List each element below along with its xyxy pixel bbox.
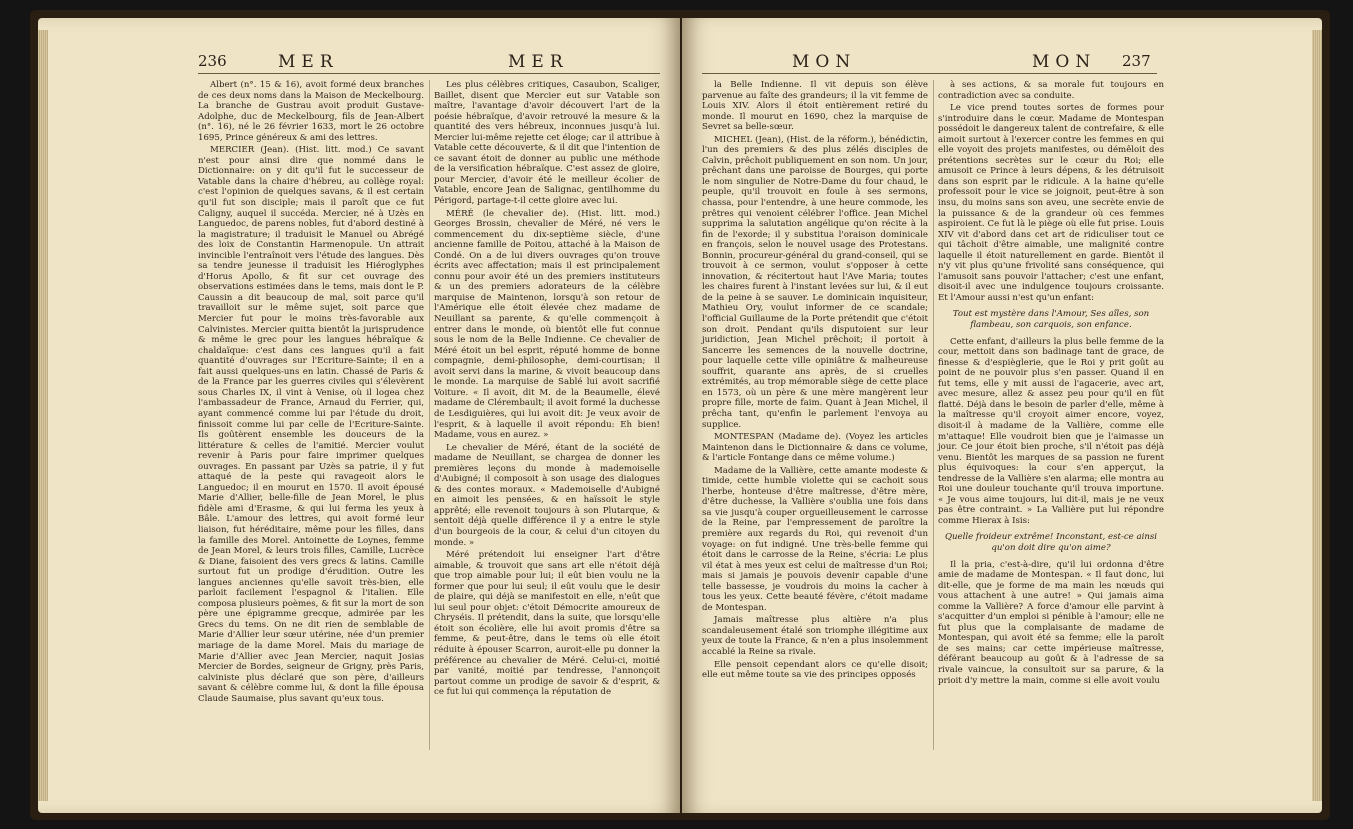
left-page-edge: [38, 30, 48, 801]
left-column-1: [198, 80, 424, 706]
page-number-right: 237: [1122, 52, 1151, 70]
paragraph: MONTESPAN (Madame de). (Voyez les articles Maintenon dans le Dictionnaire & dans ce volume, & l'article Fontange dans ce même volume.): [702, 432, 928, 464]
running-head-left-2: MER: [508, 52, 569, 72]
left-page: [38, 18, 680, 813]
paragraph: Tout est mystère dans l'Amour, Ses aîles, son flambeau, son carquois, son enfance.: [952, 309, 1150, 331]
left-column-2: [434, 80, 660, 700]
right-page: [682, 18, 1322, 813]
paragraph: Méré prétendoit lui enseigner l'art d'être aimable, & trouvoit que sans art elle n'étoit déjà que trop aimable pour lui; il eût bien voulu ne la former que pour lui seul; il eût voulu que le desir de plaire, qui déjà se manifestoit en elle, n'eût que lui seul pour objet: c'étoit Démocrite amoureux de Chryséis. Il prétendit, dans la suite, que lorsqu'elle étoit son écolière, elle lui avoit promis d'être sa femme, & peut-être, dans le tems où elle étoit réduite à épouser Scarron, auroit-elle pu donner la préférence au chevalier de Méré. Celui-ci, moitié par vanité, moitié par tendresse, l'annonçoit partout comme un prodige de savoir & d'esprit, & ce fut lui qui commença la réputation de: [434, 550, 660, 698]
column-divider-left: [429, 80, 430, 750]
running-head-right-2: MON: [1032, 52, 1097, 72]
paragraph: Madame de la Vallière, cette amante modeste & timide, cette humble violette qui se cachoit sous l'herbe, honteuse d'être maîtresse, d'être mère, d'être duchesse, la Vallière s'oublia une fois dans sa vie jusqu'à couper orgueilleusement le carrosse de la Reine, par l'empressement de paroître la première aux regards du Roi, qui revenoit d'un voyage: on fut indigné. Une très-belle femme qui étoit dans le carrosse de la Reine, s'écria: Le plus vil état à mes yeux est celui de maîtresse d'un Roi; mais si jamais je pouvois devenir capable d'une telle bassesse, je voudrois du moins la cacher à tous les yeux. Cette beauté févère, c'étoit madame de Montespan.: [702, 465, 928, 613]
right-column-1: [702, 80, 928, 683]
paragraph: Albert (n°. 15 & 16), avoit formé deux branches de ces deux noms dans la Maison de Meckelbourg. La branche de Gustrau avoit produit Gustave-Adolphe, duc de Meckelbourg, fils de Jean-Albert (n°. 16), né le 26 février 1633, mort le 26 octobre 1695, Prince généreux & ami des lettres.: [198, 80, 424, 143]
paragraph: Jamais maîtresse plus altière n'a plus scandaleusement étalé son triomphe illégitime aux yeux de toute la France, & n'en a plus insolemment accablé la Reine sa rivale.: [702, 615, 928, 657]
paragraph: Quelle froideur extrême! Inconstant, est-ce ainsi qu'on doit dire qu'on aime?: [944, 532, 1158, 553]
paragraph: la Belle Indienne. Il vit depuis son élève parvenue au faîte des grandeurs; il la vit femme de Louis XIV. Alors il étoit entièrement retiré du monde. Il mourut en 1690, chez la marquise de Sevret sa belle-sœur.: [702, 80, 928, 133]
paragraph: Le chevalier de Méré, étant de la société de madame de Neuillant, se chargea de donner les premières leçons du monde à mademoiselle d'Aubigné; il composoit à son usage des dialogues & des contes moraux. « Mademoiselle d'Aubigné en aimoit les pensées, & en haïssoit le style apprêté; elle revenoit toujours à son Plutarque, & sentoit déjà quelle différence il y a entre le style d'un bourgeois de la cour, & celui d'un citoyen du monde. »: [434, 442, 660, 548]
running-head-left-1: MER: [278, 52, 339, 72]
paragraph: Le vice prend toutes sortes de formes pour s'introduire dans le cœur. Madame de Montespan possédoit le dangereux talent de contrefaire, & elle aimoit surtout à l'exercer contre les femmes en qui elle voyoit des projets manifestes, ou démêloit des prétentions secrètes sur le cœur du Roi; elle amusoit ce Prince à leurs dépens, & les détruisoit dans son esprit par le ridicule. A la haine qu'elle professoit pour le vice se joignoit, peut-être à son insu, du moins sans son aveu, une secrète envie de la puissance & de la grandeur où ces femmes aspiroient. Ce fut là le piège où elle fut prise. Louis XIV vit d'abord dans cet art de ridiculiser tout ce qui tâchoit d'être aimable, une malignité contre laquelle il étoit naturellement en garde. Bientôt il n'y vit plus qu'une frivolité sans conséquence, qui l'amusoit sans pouvoir l'attacher; c'est une enfant, disoit-il avec une indulgence toujours croissante. Et l'Amour aussi n'est qu'un enfant:: [938, 103, 1164, 303]
right-column-2: [938, 80, 1164, 688]
paragraph: Elle pensoit cependant alors ce qu'elle disoit; elle eut même toute sa vie des principes opposés: [702, 659, 928, 681]
paragraph: MÉRÉ (le chevalier de). (Hist. litt. mod.) Georges Brossin, chevalier de Méré, né vers le commencement du dix-septième siècle, d'une ancienne famille de Poitou, attaché à la Maison de Condé. On a de lui divers ouvrages qu'on trouve écrits avec affectation; mais il est principalement connu pour avoir été un des premiers instituteurs & un des premiers adorateurs de la célèbre marquise de Maintenon, lorsqu'à son retour de l'Amérique elle étoit élevée chez madame de Neuillant sa parente, & qu'elle commençoit à entrer dans le monde, où bientôt elle fut connue sous le nom de la Belle Indienne. Ce chevalier de Méré étoit un bel esprit, réputé homme de bonne compagnie, demi-philosophe, demi-courtisan; il avoit servi dans la marine, & vivoit beaucoup dans le monde. La marquise de Sablé lui avoit sacrifié Voiture. « Il avoit, dit M. de la Beaumelle, élevé madame de Clérembault; il avoit formé la duchesse de Lesdiguières, qui lui avoit dit: Je veux avoir de l'esprit, & à laquelle il avoit répondu: Eh bien! Madame, vous en aurez. »: [434, 208, 660, 441]
paragraph: Cette enfant, d'ailleurs la plus belle femme de la cour, mettoit dans son badinage tant de grace, de finesse & d'espièglerie, que le Roi y prit goût au point de ne pouvoir plus s'en passer. Quand il en fut tems, elle y mit aussi de l'agacerie, avec art, avec mesure, allez & assez peu pour qu'il en fût flatté. Déjà dans le besoin de parler d'elle, même à la maîtresse qu'il croyoit aimer encore, voyez, disoit-il à madame de la Vallière, comme elle m'attaque! Elle voudroit bien que je l'aimasse un jour. Ce jour étoit bien proche, s'il n'étoit pas déjà venu. Bientôt les marques de sa passion ne furent plus équivoques: la cour s'en apperçut, la tendresse de la Vallière s'en alarma; elle montra au Roi une douleur touchante qu'il trouva importune. « Je vous aime toujours, lui dit-il, mais je ne veux pas être contraint. » La Vallière put lui répondre comme Hierax à Isis:: [938, 336, 1164, 526]
page-number-left: 236: [198, 52, 227, 70]
open-book: [30, 10, 1330, 820]
running-head-right-1: MON: [792, 52, 857, 72]
paragraph: MICHEL (Jean), (Hist. de la réform.), bénédictin, l'un des premiers & des plus zélés disciples de Calvin, prêchoit publiquement en son nom. Un jour, prêchant dans une paroisse de Bourges, qui porte le nom singulier de Notre-Dame du four chaud, le peuple, qu'il trouvoit en foule à ses sermons, chassa, pour l'entendre, à une heure commode, les prêtres qui venoient célébrer l'office. Jean Michel supprima la salutation angélique qu'on récite à la fin de l'exorde; il y substitua l'oraison dominicale en françois, selon le nouvel usage des Protestans. Bonnin, procureur-général du grand-conseil, qui se trouvoit à ce sermon, voulut s'opposer à cette innovation, & récitertout haut l'Ave Maria; toutes les chaires furent à l'instant levées sur lui, & il eut de la peine à se sauver. Le dominicain inquisiteur, Mathieu Ory, voulut informer de ce scandale; l'official Guillaume de la Porte prétendit que c'étoit son droit. Pendant qu'ils disputoient sur leur juridiction, Jean Michel prêchoit; il portoit à Sancerre les semences de la nouvelle doctrine, pour laquelle cette ville opiniâtre & malheureuse souffrit, quarante ans après, de si cruelles extrémités, au trop mémorable siège de cette place en 1573, où un père & une mère mangèrent leur propre fille, morte de faim. Quant à Jean Michel, il prêcha tant, qu'enfin le parlement l'envoya au supplice.: [702, 134, 928, 430]
paragraph: à ses actions, & sa morale fut toujours en contradiction avec sa conduite.: [938, 80, 1164, 101]
paragraph: MERCIER (Jean). (Hist. litt. mod.) Ce savant n'est pour ainsi dire que nommé dans le Dictionnaire: on y dit qu'il fut le successeur de Vatable dans la chaire d'hébreu, au collège royal: c'est l'opinion de quelques savans, & il est certain qu'il fut son disciple; mais il paroît que ce fut Caligny, auquel il succéda. Mercier, né à Uzès en Languedoc, de parens nobles, fut d'abord destiné à la magistrature; il traduisit le Manuel ou Abrégé des loix de Constantin Harmenopule. Un attrait invincible l'entraînoit vers l'étude des langues. Dès sa tendre jeunesse il traduisit les Hiéroglyphes d'Horus Apollo, & fit sur cet ouvrage des observations estimées dans le tems, mais dont le P. Caussin a dit beaucoup de mal, soit parce qu'il travailloit sur le même sujet, soit parce que Mercier fut pour le moins très-favorable aux Calvinistes. Mercier quitta bientôt la jurisprudence & même le grec pour les langues hébraïque & chaldaïque: c'est dans ces langues qu'il a fait quantité d'ouvrages sur l'Ecriture-Sainte; il en a fait aussi quelques-uns en latin. Chassé de Paris & de la France par les guerres civiles qui s'élevèrent sous Charles IX, il vint à Venise, où il logea chez l'ambassadeur de France, Arnaud du Ferrier, qui, ayant commencé comme lui par l'étude du droit, finissoit comme lui par celle de l'Ecriture-Sainte. Ils goûtèrent ensemble les douceurs de la littérature & celles de l'amitié. Mercier voulut revenir à Paris pour faire imprimer quelques ouvrages. En passant par Uzès sa patrie, il y fut attaqué de la peste qui ravageoit alors le Languedoc; il en mourut en 1570. Il avoit épousé Marie d'Allier, belle-fille de Jean Morel, le plus fidèle ami d'Erasme, & qui lui ferma les yeux à Bâle. L'amour des lettres, qui avoit formé leur liaison, fut héréditaire, même pour les filles, dans la famille des Morel. Antoinette de Loynes, femme de Jean Morel, & leurs trois filles, Camille, Lucrèce & Diane, faisoient des vers grecs & latins. Camille surtout fut un prodige d'érudition. Outre les langues anciennes qu'elle savoit très-bien, elle parloit facilement l'espagnol & l'italien. Elle composa plusieurs poèmes, & fit sur la mort de son père une épigramme grecque, admirée par les Grecs du tems. On ne dit rien de semblable de Marie d'Allier leur sœur utérine, née d'un premier mariage de la dame Morel. Mais du mariage de Marie d'Allier avec Jean Mercier, naquit Josias Mercier de Bordes, seigneur de Grigny, près Paris, calviniste plus déclaré que son père, d'ailleurs savant & célèbre comme lui, & dont la fille épousa Claude Saumaise, plus savant qu'eux tous.: [198, 145, 424, 704]
paragraph: Il la pria, c'est-à-dire, qu'il lui ordonna d'être amie de madame de Montespan. « Il faut donc, lui dit-elle, que je forme de ma main les nœuds qui vous attachent à une autre! » Qui jamais aima comme la Vallière? A force d'amour elle parvint à s'acquitter d'un emploi si pénible à l'amour; elle ne fut plus que la complaisante de madame de Montespan, qui avoit été sa femme; elle la paroît de ses mains; car cette impérieuse maîtresse, déférant beaucoup au goût & à l'adresse de sa rivale vaincue, la consultoit sur sa parure, & la prioit d'y mettre la main, comme si elle avoit voulu: [938, 559, 1164, 686]
paragraph: Les plus célèbres critiques, Casaubon, Scaliger, Baillet, disent que Mercier eut sur Vatable son maître, l'avantage d'avoir découvert l'art de la poésie hébraïque, d'avoir retrouvé la mesure & la quantité des vers hébreux, inconnues jusqu'à lui. Mercier lui-même rejette cet éloge; car il attribue à Vatable cette découverte, & il dit que l'intention de ce savant étoit de donner au public une méthode de la versification hébraïque. C'est assez de gloire, pour Mercier, d'avoir été le meilleur écolier de Vatable, encore Jean de Salignac, gentilhomme du Périgord, partage-t-il cette gloire avec lui.: [434, 80, 660, 207]
column-divider-right: [933, 80, 934, 750]
header-rule-left: [198, 73, 660, 74]
right-page-edge: [1312, 30, 1322, 801]
header-rule-right: [702, 73, 1157, 74]
